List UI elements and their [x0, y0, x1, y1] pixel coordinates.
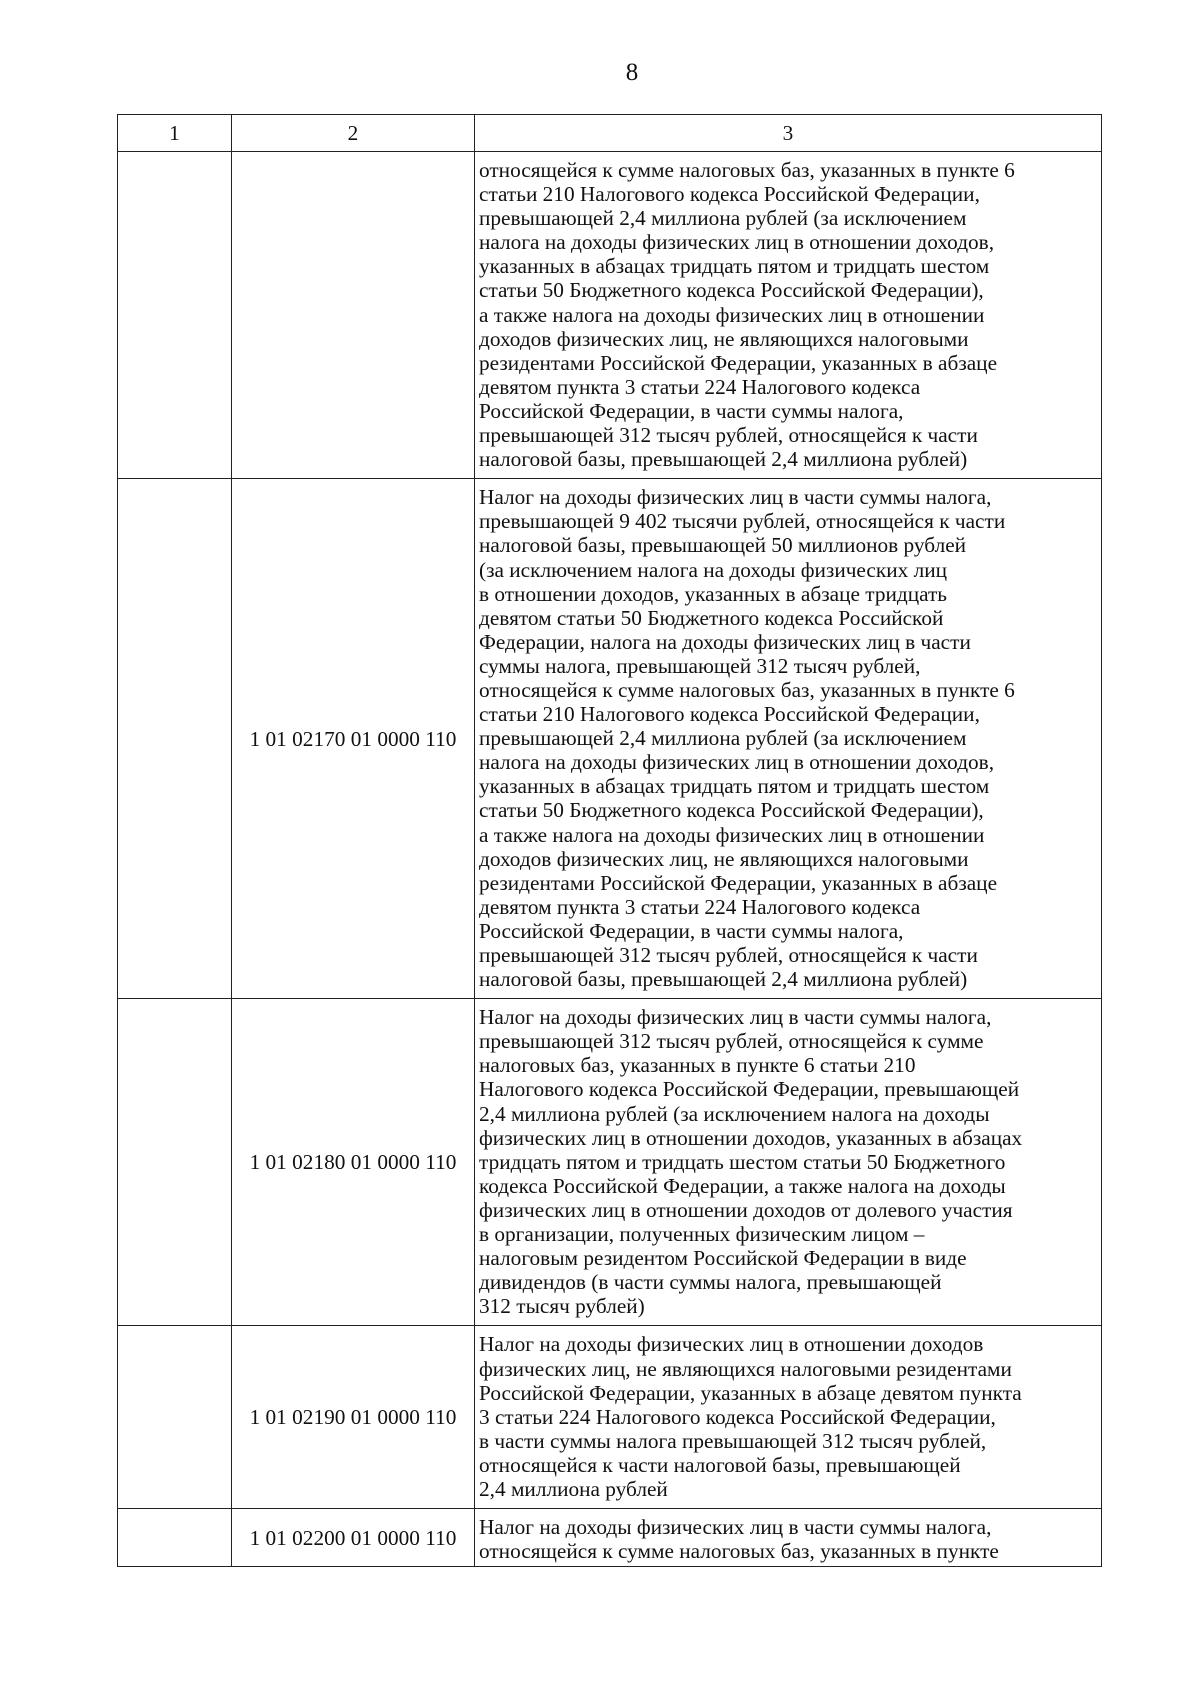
description-cell — [475, 999, 1102, 1326]
description-cell — [475, 1509, 1102, 1567]
description-line: в организации, полученных физическим лицом – — [479, 1222, 925, 1247]
description-line: 312 тысяч рублей) — [479, 1294, 645, 1319]
column-header-2: 2 — [232, 115, 475, 152]
budget-code-cell — [232, 152, 475, 479]
description-line: физических лиц в отношении доходов от долевого участия — [479, 1197, 1013, 1222]
description-line: относящейся к сумме налоговых баз, указанных в пункте 6 — [479, 677, 1015, 702]
row-number-cell — [118, 152, 232, 479]
description-line: физических лиц в отношении доходов, указанных в абзацах — [479, 1125, 1023, 1150]
description-line: девятом статьи 50 Бюджетного кодекса Российской — [479, 605, 944, 630]
description-line: девятом пункта 3 статьи 224 Налогового кодекса — [479, 374, 921, 399]
description-line: Налогового кодекса Российской Федерации, превышающей — [479, 1077, 1020, 1102]
table-row — [118, 479, 1102, 999]
row-number-cell — [118, 1326, 232, 1509]
description-line: а также налога на доходы физических лиц в отношении — [479, 822, 985, 847]
description-line: превышающей 312 тысяч рублей, относящейся к части — [479, 943, 978, 967]
description-line: превышающей 312 тысяч рублей, относящейся к сумме — [479, 1029, 984, 1054]
description-line: 2,4 миллиона рублей (за исключением налога на доходы — [479, 1101, 990, 1126]
description-line: налога на доходы физических лиц в отношении доходов, — [479, 230, 995, 255]
description-line: суммы налога, превышающей 312 тысяч рублей, — [479, 653, 921, 678]
description-line: дивидендов (в части суммы налога, превышающей — [479, 1270, 942, 1295]
column-header-1: 1 — [118, 115, 232, 152]
description-line: кодекса Российской Федерации, а также налога на доходы — [479, 1173, 1006, 1198]
description-line: указанных в абзацах тридцать пятом и тридцать шестом — [479, 774, 990, 799]
description-cell — [475, 479, 1102, 999]
table-header-row — [118, 115, 1102, 152]
description-line: превышающей 2,4 миллиона рублей (за исключением — [479, 206, 967, 231]
description-line: доходов физических лиц, не являющихся налоговыми — [479, 326, 969, 351]
description-line: относящейся к части налоговой базы, превышающей — [479, 1452, 961, 1477]
description-line: в части суммы налога превышающей 312 тысяч рублей, — [479, 1428, 987, 1453]
description-line: 2,4 миллиона рублей — [479, 1476, 668, 1501]
description-line: статьи 50 Бюджетного кодекса Российской Федерации), — [479, 278, 984, 303]
page-number: 8 — [625, 59, 639, 86]
budget-code-cell: 1 01 02190 01 0000 110 — [232, 1326, 475, 1509]
budget-code-cell: 1 01 02180 01 0000 110 — [232, 999, 475, 1326]
description-line: а также налога на доходы физических лиц в отношении — [479, 302, 985, 327]
table-row — [118, 999, 1102, 1326]
row-number-cell — [118, 1509, 232, 1567]
description-line: Российской Федерации, в части суммы налога, — [479, 398, 904, 423]
description-line: резидентами Российской Федерации, указанных в абзаце — [479, 350, 998, 375]
description-line: физических лиц, не являющихся налоговыми резидентами — [479, 1356, 1012, 1381]
budget-code-cell: 1 01 02200 01 0000 110 — [232, 1509, 475, 1567]
description-line: превышающей 9 402 тысячи рублей, относящейся к части — [479, 509, 1006, 534]
description-line: налоговой базы, превышающей 2,4 миллиона рублей) — [479, 447, 968, 472]
description-line: Российской Федерации, в части суммы налога, — [479, 918, 904, 943]
description-line: статьи 210 Налогового кодекса Российской Федерации, — [479, 182, 980, 207]
description-line: статьи 50 Бюджетного кодекса Российской Федерации), — [479, 798, 984, 823]
table-row — [118, 152, 1102, 479]
table-body — [118, 115, 1102, 1567]
description-line: относящейся к сумме налоговых баз, указанных в пункте — [479, 1539, 999, 1564]
description-line: 3 статьи 224 Налогового кодекса Российской Федерации, — [479, 1404, 996, 1429]
description-line: налоговой базы, превышающей 2,4 миллиона рублей) — [479, 967, 968, 992]
column-header-3: 3 — [475, 115, 1102, 152]
description-line: Российской Федерации, указанных в абзаце девятом пункта — [479, 1380, 1022, 1405]
table-row — [118, 1509, 1102, 1567]
description-line: Налог на доходы физических лиц в части суммы налога, — [479, 1005, 992, 1030]
row-number-cell — [118, 479, 232, 999]
description-line: доходов физических лиц, не являющихся налоговыми — [479, 846, 969, 871]
description-line: превышающей 2,4 миллиона рублей (за исключением — [479, 726, 967, 751]
description-line: налоговым резидентом Российской Федерации в виде — [479, 1246, 967, 1271]
description-line: Налог на доходы физических лиц в части суммы налога, — [479, 1515, 992, 1540]
description-line: превышающей 312 тысяч рублей, относящейся к части — [479, 423, 978, 448]
description-line: налога на доходы физических лиц в отношении доходов, — [479, 750, 995, 775]
description-line: указанных в абзацах тридцать пятом и тридцать шестом — [479, 254, 990, 279]
description-line: тридцать пятом и тридцать шестом статьи 50 Бюджетного — [479, 1149, 1006, 1174]
row-number-cell — [118, 999, 232, 1326]
budget-code-table — [117, 114, 1102, 1567]
table-row — [118, 1326, 1102, 1509]
description-line: статьи 210 Налогового кодекса Российской Федерации, — [479, 702, 980, 727]
description-line: Федерации, налога на доходы физических лиц в части — [479, 629, 971, 654]
description-line: относящейся к сумме налоговых баз, указанных в пункте 6 — [479, 158, 1015, 182]
description-line: в отношении доходов, указанных в абзаце тридцать — [479, 581, 948, 606]
description-line: налоговой базы, превышающей 50 миллионов рублей — [479, 533, 967, 558]
description-cell — [475, 1326, 1102, 1509]
description-line: налоговых баз, указанных в пункте 6 статьи 210 — [479, 1053, 916, 1078]
description-line: Налог на доходы физических лиц в части суммы налога, — [479, 485, 992, 510]
description-line: (за исключением налога на доходы физических лиц — [479, 557, 948, 582]
description-line: Налог на доходы физических лиц в отношении доходов — [479, 1332, 984, 1357]
description-line: девятом пункта 3 статьи 224 Налогового кодекса — [479, 894, 921, 919]
description-line: резидентами Российской Федерации, указанных в абзаце — [479, 870, 998, 895]
budget-code-cell: 1 01 02170 01 0000 110 — [232, 479, 475, 999]
description-cell — [475, 152, 1102, 479]
